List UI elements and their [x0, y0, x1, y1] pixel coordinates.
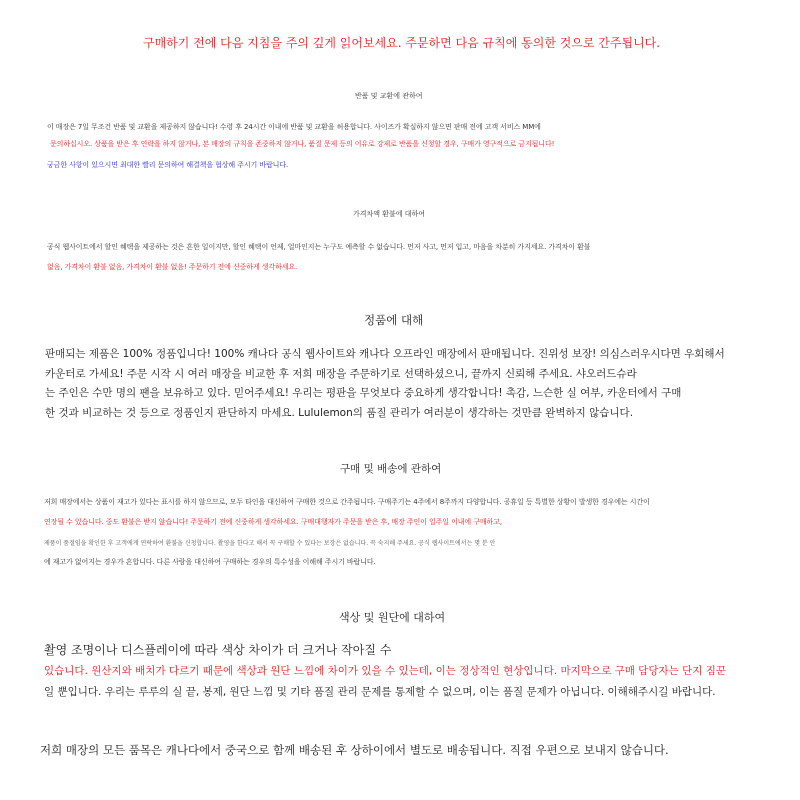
shipping-text-line: 에 재고가 없어지는 경우가 흔합니다. 다른 사람을 대신하여 구매하는 경우의 특수성을 이해해 주시기 바랍니다. [44, 558, 376, 566]
color-text-line: 일 뿐입니다. 우리는 루루의 실 끝, 봉제, 원단 느낌 및 기타 품질 관리 문제를 통제할 수 없으며, 이는 품질 문제가 아닙니다. 이해해주시길 바랍니다. [44, 686, 716, 698]
shipping-text-line: 저희 매장에서는 상품이 재고가 있다는 표시를 하지 않으므로, 모두 타인을 대신하여 구매한 것으로 간주됩니다. 구매주기는 4주에서 8주까지 다양합니다. 공휴일 등 특별한 상황이 발생한 경우에는 시간이 [44, 498, 650, 506]
price-refund-heading: 가격차액 환불에 대하여 [353, 210, 426, 218]
shipping-text-line: 제품이 품절임을 확인한 후 고객에게 연락하여 환불을 신청합니다. 촬영을 한다고 해서 꼭 구매할 수 있다는 보장은 없습니다. 꼭 숙지해 주세요. 공식 웹사이트에서는 몇 분 안 [44, 540, 496, 547]
color-warning-line: 있습니다. 원산지와 배치가 다르기 때문에 색상과 원단 느낌에 차이가 있을 수 있는데, 이는 정상적인 현상입니다. 마지막으로 구매 담당자는 단지 짐꾼 [44, 665, 727, 677]
returns-contact-line: 궁금한 사항이 있으시면 최대한 빨리 문의하여 해결책을 협상해 주시기 바랍니다. [47, 161, 289, 169]
price-refund-warning-line: 없음, 가격차이 환불 없음, 가격차이 환불 없음! 주문하기 전에 신중하게 생각하세요. [47, 263, 298, 271]
purchase-notice: 구매하기 전에 다음 지침을 주의 깊게 읽어보세요. 주문하면 다음 규칙에 동의한 것으로 간주됩니다. [143, 36, 661, 50]
returns-heading: 반품 및 교환에 관하여 [355, 92, 423, 100]
authentic-text-line: 는 주인은 수만 명의 팬을 보유하고 있다. 믿어주세요! 우리는 평판을 무엇보다 중요하게 생각합니다! 촉감, 느슨한 실 여부, 카운터에서 구매 [45, 387, 682, 399]
authentic-text-line: 판매되는 제품은 100% 정품입니다! 100% 캐나다 공식 웹사이트와 캐나다 오프라인 매장에서 판매됩니다. 진위성 보장! 의심스러우시다면 우회해서 [45, 348, 725, 360]
returns-text-line: 이 매장은 7일 무조건 반품 및 교환을 제공하지 않습니다! 수령 후 24시간 이내에 반품 및 교환을 허용합니다. 사이즈가 확실하지 않으면 판매 전에 고객 서비스 MM에 [47, 123, 541, 131]
authentic-text-line: 카운터로 가세요! 주문 시작 시 여러 매장을 비교한 후 저희 매장을 주문하기로 선택하셨으니, 끝까지 신뢰해 주세요. 샤오러드슈라 [45, 368, 637, 380]
shipping-warning-line: 연장될 수 있습니다. 중도 환불은 받지 않습니다! 주문하기 전에 신중하게 생각하세요. 구매대행자가 주문을 받은 후, 매장 주인이 일주일 이내에 구매하고, [44, 518, 502, 526]
price-refund-text-line: 공식 웹사이트에서 할인 혜택을 제공하는 것은 흔한 일이지만, 할인 혜택이 언제, 얼마인지는 누구도 예측할 수 없습니다. 먼저 사고, 먼저 입고, 마음을 차분히 가지세요. 가격차이 환불 [47, 243, 591, 251]
shipping-heading: 구매 및 배송에 관하여 [340, 463, 442, 475]
authentic-heading: 정품에 대해 [364, 313, 424, 327]
shipping-origin-footer: 저희 매장의 모든 품목은 캐나다에서 중국으로 함께 배송된 후 상하이에서 별도로 배송됩니다. 직접 우편으로 보내지 않습니다. [40, 743, 669, 757]
returns-warning-line: 문의하십시오. 상품을 받은 후 연락을 하지 않거나, 본 매장의 규칙을 존중하지 않거나, 품질 문제 등의 이유로 강제로 반품을 신청할 경우, 구매가 영구적으로 금지됩니다! [50, 140, 555, 148]
color-text-line: 촬영 조명이나 디스플레이에 따라 색상 차이가 더 크거나 작아질 수 [44, 643, 392, 657]
color-heading: 색상 및 원단에 대하여 [339, 611, 446, 624]
authentic-text-line: 한 것과 비교하는 것 등으로 정품인지 판단하지 마세요. Lululemon의 품질 관리가 여러분이 생각하는 것만큼 완벽하지 않습니다. [45, 407, 634, 419]
